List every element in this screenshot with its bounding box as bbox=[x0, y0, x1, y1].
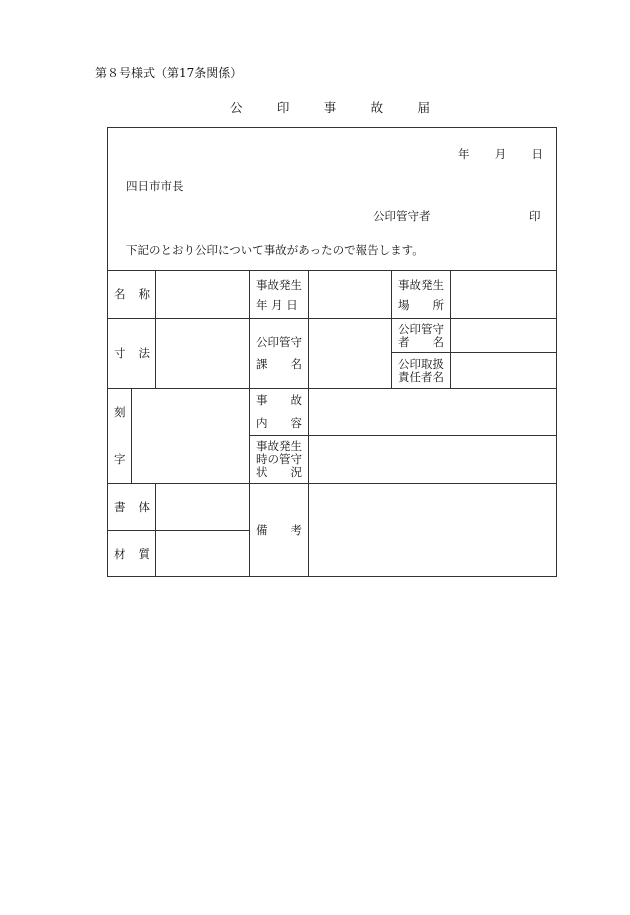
accident-place-label: 事故発生 bbox=[398, 278, 444, 292]
name-field[interactable] bbox=[156, 271, 249, 318]
title-char: 届 bbox=[417, 100, 430, 115]
date-day-label: 日 bbox=[531, 147, 543, 161]
keeper-dept-label: 公印管守 bbox=[256, 335, 302, 349]
status-label: 事故発生 bbox=[256, 439, 302, 453]
remarks-field[interactable] bbox=[309, 484, 557, 577]
statement: 下記のとおり公印について事故があったので報告します。 bbox=[126, 243, 424, 257]
title-char: 公 bbox=[230, 100, 243, 115]
keeper-name-label: 公印管守 bbox=[398, 322, 444, 336]
font-field[interactable] bbox=[156, 484, 249, 530]
accident-content-label: 事 故 bbox=[256, 393, 302, 407]
engraving-label-bottom: 字 bbox=[114, 452, 126, 466]
accident-content-field[interactable] bbox=[309, 389, 557, 435]
size-label: 寸 法 bbox=[114, 346, 150, 360]
remarks-label: 備 考 bbox=[256, 523, 302, 537]
accident-date-field[interactable] bbox=[309, 271, 391, 318]
handler-name-field[interactable] bbox=[451, 353, 557, 388]
divider bbox=[249, 270, 250, 577]
accident-date-label-2: 年 月 日 bbox=[256, 298, 298, 312]
addressee: 四日市市長 bbox=[126, 179, 184, 193]
handler-label: 公印取扱 bbox=[398, 357, 444, 371]
name-label: 名 称 bbox=[114, 287, 150, 301]
form-number: 第８号様式（第17条関係） bbox=[95, 66, 243, 80]
engraving-label-top: 刻 bbox=[114, 405, 126, 419]
keeper-dept-field[interactable] bbox=[309, 319, 391, 388]
size-field[interactable] bbox=[156, 319, 249, 388]
accident-content-label-2: 内 容 bbox=[256, 416, 302, 430]
reporter-name-input[interactable] bbox=[438, 204, 523, 224]
status-label-2: 時の管守 bbox=[256, 452, 302, 466]
report-form bbox=[107, 127, 557, 577]
engraving-field[interactable] bbox=[132, 389, 249, 483]
material-label: 材 質 bbox=[114, 547, 150, 561]
material-field[interactable] bbox=[156, 531, 249, 577]
title-char: 事 bbox=[323, 100, 337, 115]
divider bbox=[391, 270, 392, 388]
date-month-label: 月 bbox=[494, 147, 507, 161]
date-year-label: 年 bbox=[458, 147, 470, 161]
accident-place-field[interactable] bbox=[451, 271, 557, 318]
date-input[interactable] bbox=[408, 142, 548, 162]
status-label-3: 状 況 bbox=[256, 465, 302, 479]
accident-place-label-2: 場 所 bbox=[398, 298, 444, 312]
keeper-dept-label-2: 課 名 bbox=[256, 357, 302, 371]
keeper-name-label-2: 者 名 bbox=[398, 335, 444, 349]
reporter-label: 公印管守者 bbox=[373, 209, 431, 223]
keeper-name-field[interactable] bbox=[451, 319, 557, 352]
status-field[interactable] bbox=[309, 436, 557, 483]
title-char: 故 bbox=[370, 100, 384, 115]
accident-date-label: 事故発生 bbox=[256, 278, 302, 292]
document-title bbox=[230, 98, 430, 116]
seal-mark: 印 bbox=[529, 209, 541, 223]
font-label: 書 体 bbox=[114, 500, 150, 514]
title-char: 印 bbox=[276, 100, 290, 115]
handler-label-2: 責任者名 bbox=[398, 370, 444, 384]
